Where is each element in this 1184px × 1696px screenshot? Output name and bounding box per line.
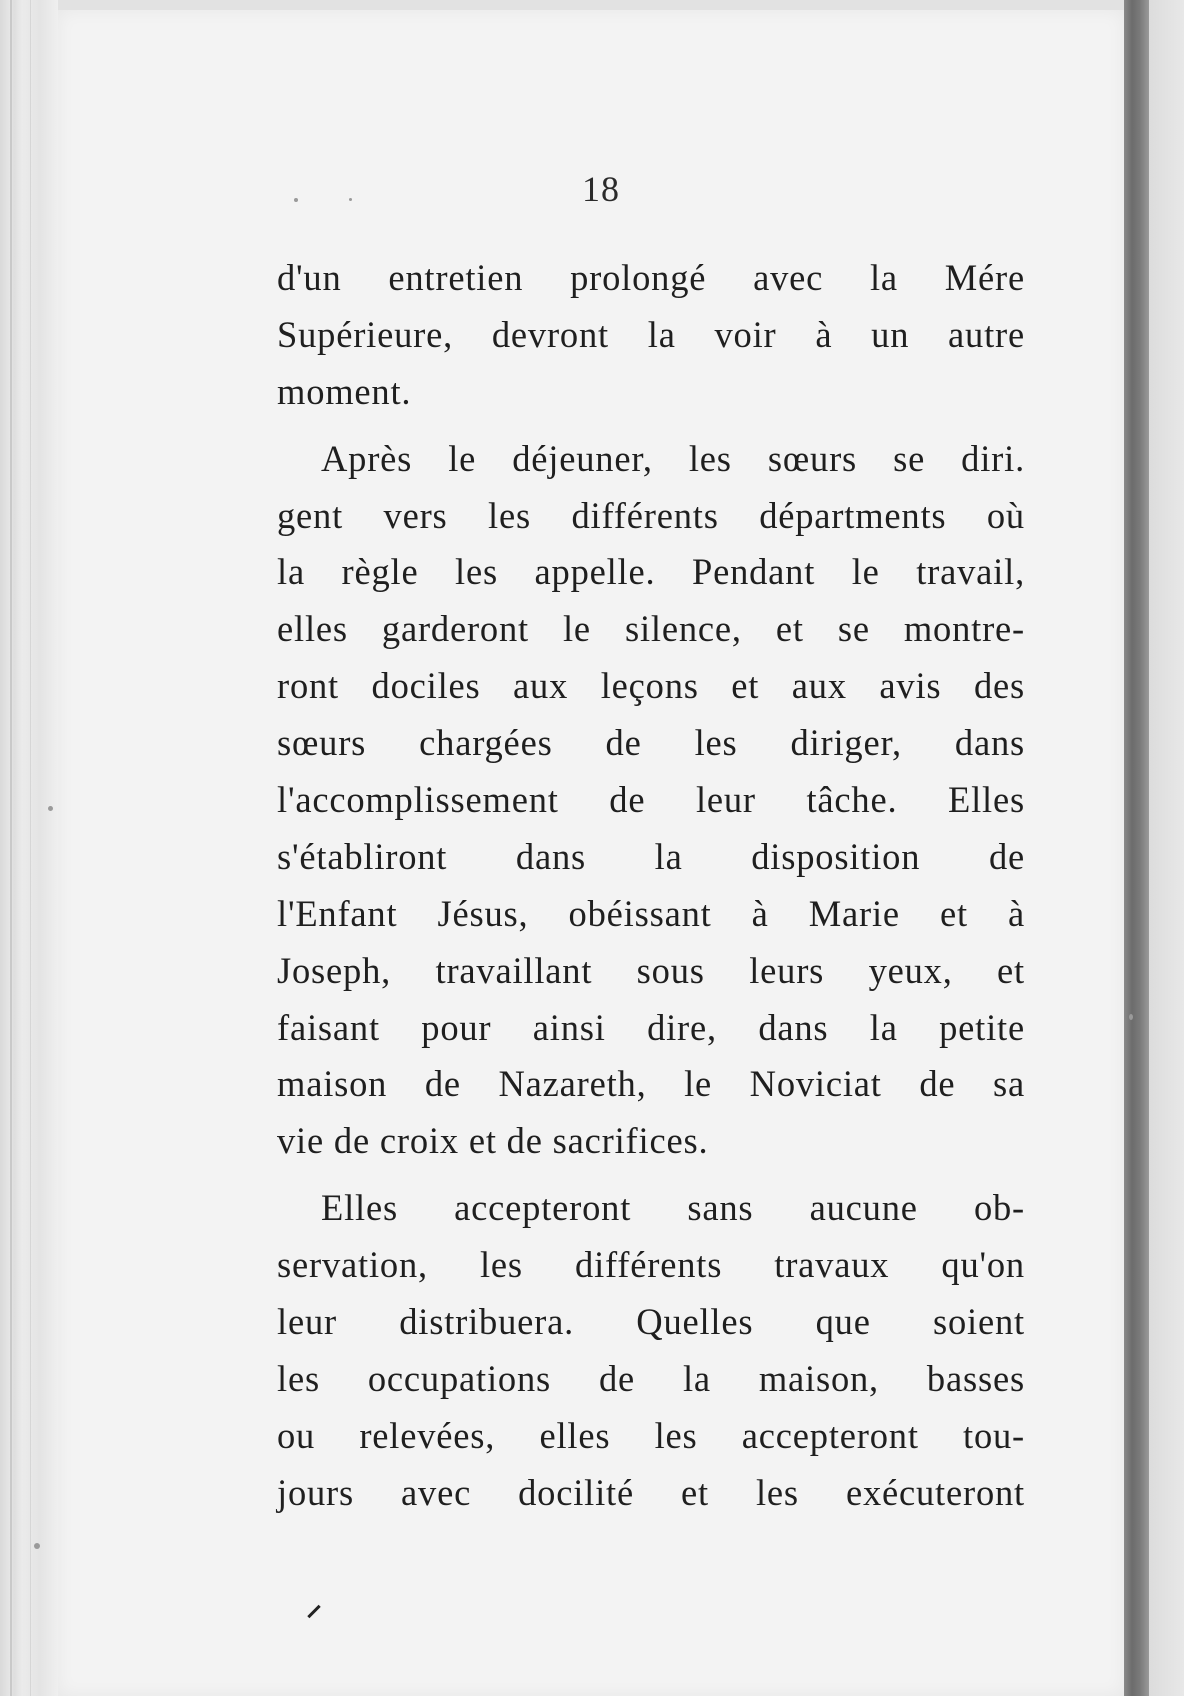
- left-edge-line-inner: [30, 0, 31, 1696]
- left-edge-line: [10, 0, 12, 1696]
- text-line: gent vers les différents départments où: [277, 494, 1025, 536]
- text-line: maison de Nazareth, le Noviciat de sa: [277, 1063, 1025, 1105]
- text-line: d'un entretien prolongé avec la Mére: [277, 257, 1025, 298]
- text-line: s'établiront dans la disposition de: [277, 835, 1025, 877]
- text-line: Supérieure, devront la voir à un autre: [277, 313, 1025, 355]
- text-line: l'Enfant Jésus, obéissant à Marie et à: [277, 892, 1025, 934]
- text-line: ou relevées, elles les accepteront tou-: [277, 1414, 1025, 1456]
- paragraph-gap: [277, 421, 1025, 431]
- dust-speck: [1129, 1014, 1133, 1020]
- body-text: [277, 250, 1025, 1522]
- text-line: elles garderont le silence, et se montre-: [277, 608, 1025, 650]
- paragraph-gap: [277, 1170, 1025, 1180]
- dust-speck: [294, 198, 298, 202]
- text-line: l'accomplissement de leur tâche. Elles: [277, 779, 1025, 821]
- text-line: moment.: [277, 370, 412, 412]
- text-line: jours avec docilité et les exécuteront: [277, 1471, 1025, 1513]
- top-page-edge: [58, 0, 1124, 10]
- text-line: la règle les appelle. Pendant le travail,: [277, 551, 1025, 593]
- text-line: Après le déjeuner, les sœurs se diri.: [321, 437, 1025, 479]
- text-line: vie de croix et de sacrifices.: [277, 1120, 709, 1162]
- text-line: Joseph, travaillant sous leurs yeux, et: [277, 949, 1025, 991]
- text-line: Elles accepteront sans aucune ob-: [321, 1187, 1025, 1229]
- dust-speck: [34, 1543, 40, 1549]
- dust-speck: [48, 806, 53, 811]
- page-number: 18: [582, 169, 620, 209]
- text-line: ront dociles aux leçons et aux avis des: [277, 665, 1025, 707]
- right-scan-margin: [1149, 0, 1184, 1696]
- text-line: faisant pour ainsi dire, dans la petite: [277, 1006, 1025, 1048]
- left-page-edge: [0, 0, 58, 1696]
- text-line: servation, les différents travaux qu'on: [277, 1244, 1025, 1286]
- text-line: sœurs chargées de les diriger, dans: [277, 722, 1025, 764]
- book-binding-edge: [1124, 0, 1149, 1696]
- text-line: les occupations de la maison, basses: [277, 1357, 1025, 1399]
- dust-speck: [349, 198, 352, 201]
- text-line: leur distribuera. Quelles que soient: [277, 1301, 1025, 1343]
